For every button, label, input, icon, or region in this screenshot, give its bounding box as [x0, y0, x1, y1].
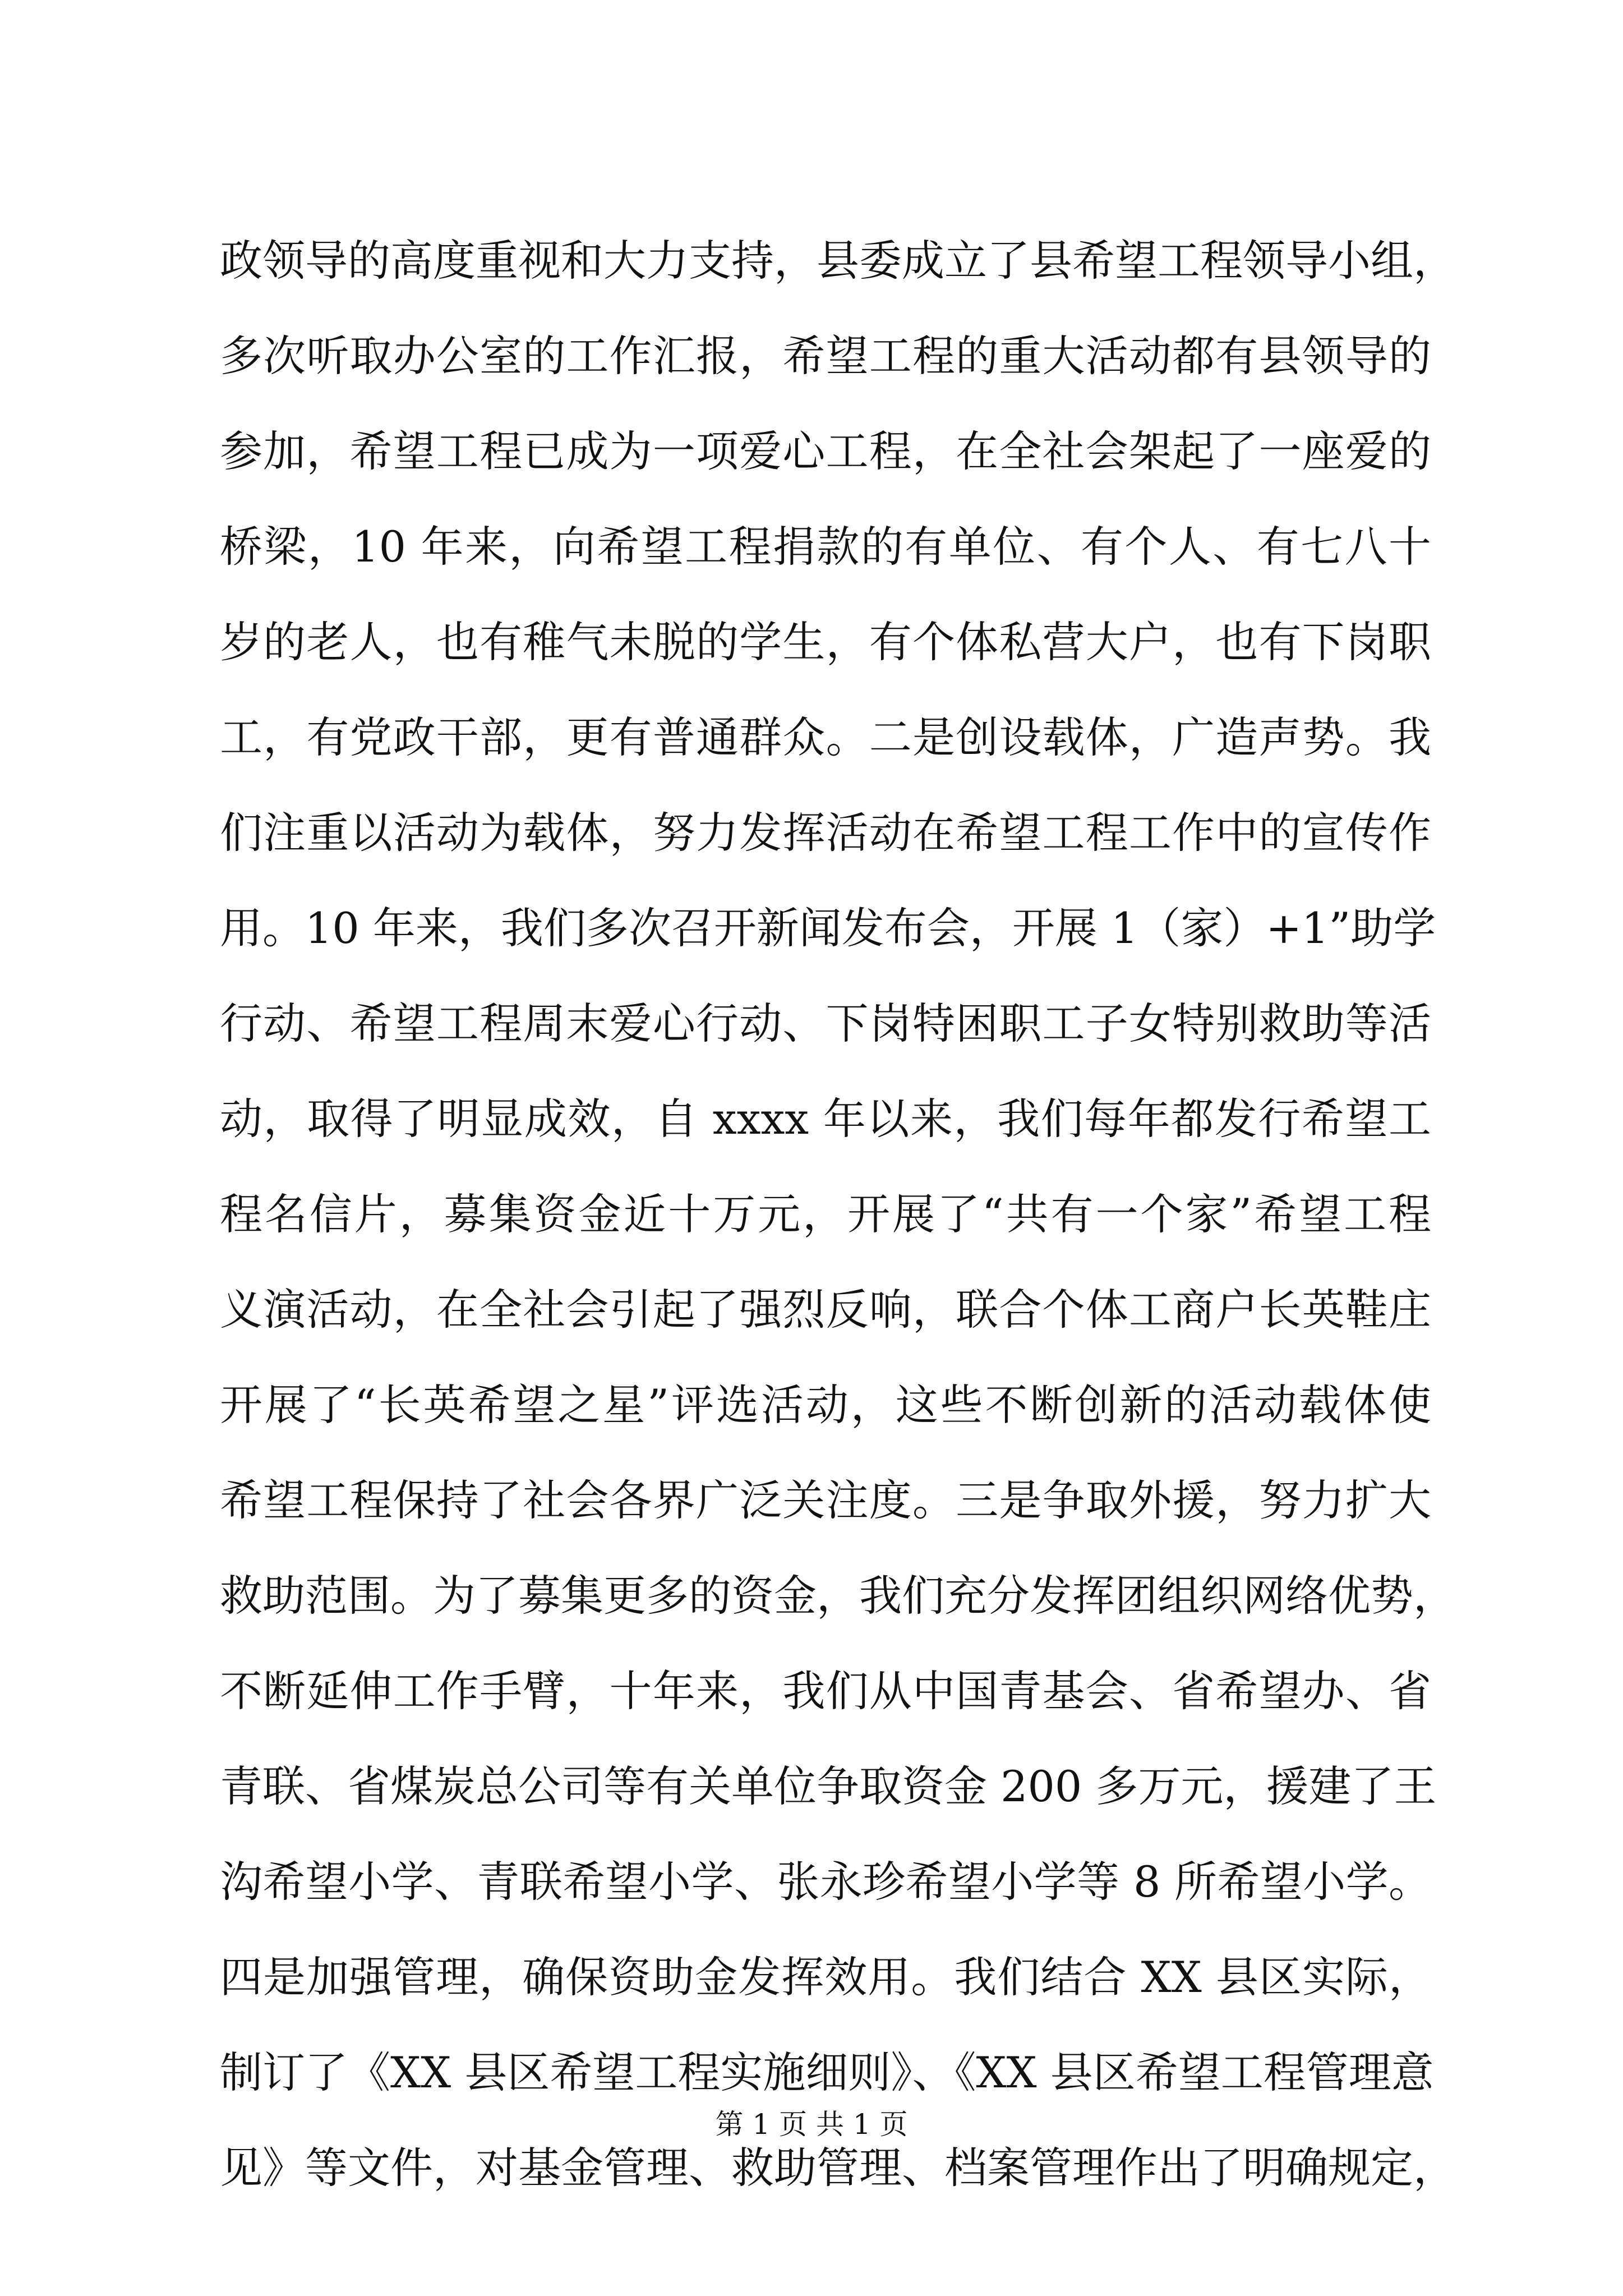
paragraph-line: 青联、省煤炭总公司等有关单位争取资金 200 多万元，援建了王: [220, 1761, 1437, 1811]
paragraph-line: 动，取得了明显成效，自 xxxx 年以来，我们每年都发行希望工: [220, 1094, 1431, 1144]
page-number-footer: 第 1 页 共 1 页: [715, 2108, 908, 2141]
paragraph-line: 行动、希望工程周末爱心行动、下岗特困职工子女特别救助等活: [220, 999, 1431, 1048]
paragraph-line: 政领导的高度重视和大力支持，县委成立了县希望工程领导小组，: [220, 236, 1456, 286]
paragraph-line: 见》等文件，对基金管理、救助管理、档案管理作出了明确规定，: [220, 2143, 1456, 2193]
paragraph-line: 岁的老人，也有稚气未脱的学生，有个体私营大户，也有下岗职: [220, 617, 1431, 667]
paragraph-line: 用。10 年来，我们多次召开新闻发布会，开展 1（家）+1”助学: [220, 903, 1436, 953]
paragraph-line: 参加，希望工程已成为一项爱心工程，在全社会架起了一座爱的: [220, 426, 1431, 476]
paragraph-line: 开展了“长英希望之星”评选活动，这些不断创新的活动载体使: [220, 1380, 1431, 1430]
paragraph-line: 程名信片，募集资金近十万元，开展了“共有一个家”希望工程: [220, 1189, 1431, 1239]
paragraph-line: 多次听取办公室的工作汇报，希望工程的重大活动都有县领导的: [220, 331, 1431, 381]
paragraph-line: 们注重以活动为载体，努力发挥活动在希望工程工作中的宣传作: [220, 808, 1431, 858]
document-body: [220, 213, 1456, 2216]
paragraph-line: 希望工程保持了社会各界广泛关注度。三是争取外援，努力扩大: [220, 1475, 1431, 1525]
paragraph-line: 桥梁，10 年来，向希望工程捐款的有单位、有个人、有七八十: [220, 522, 1431, 572]
paragraph-line: 不断延伸工作手臂，十年来，我们从中国青基会、省希望办、省: [220, 1666, 1431, 1716]
paragraph-line: 沟希望小学、青联希望小学、张永珍希望小学等 8 所希望小学。: [220, 1857, 1431, 1907]
paragraph-line: 救助范围。为了募集更多的资金，我们充分发挥团组织网络优势，: [220, 1571, 1456, 1621]
paragraph-line: 义演活动，在全社会引起了强烈反响，联合个体工商户长英鞋庄: [220, 1285, 1431, 1335]
paragraph-line: 工，有党政干部，更有普通群众。二是创设载体，广造声势。我: [220, 712, 1431, 762]
paragraph-line: 制订了《XX 县区希望工程实施细则》、《XX 县区希望工程管理意: [220, 2047, 1434, 2097]
paragraph-line: 四是加强管理，确保资助金发挥效用。我们结合 XX 县区实际，: [220, 1952, 1431, 2002]
